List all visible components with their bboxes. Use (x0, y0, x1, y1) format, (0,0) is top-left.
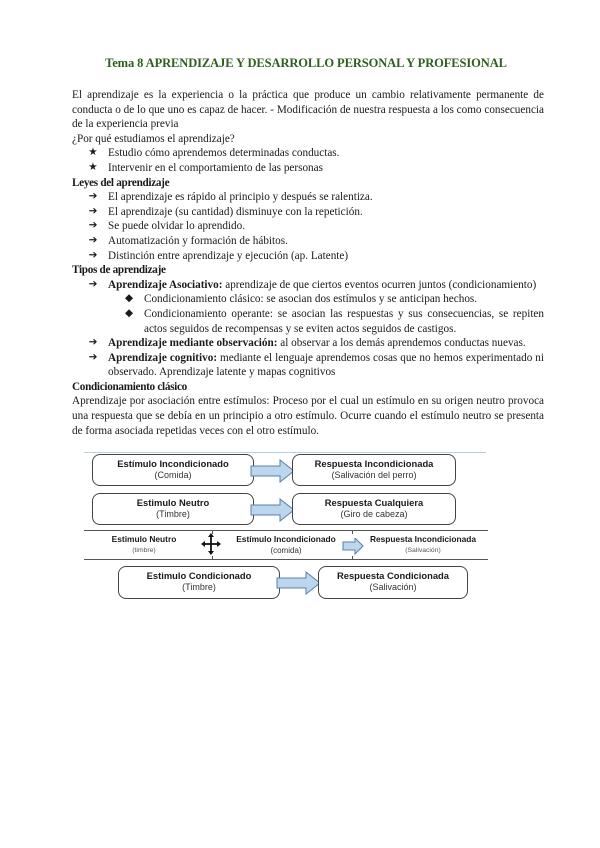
list-item (72, 205, 544, 220)
term-label: Aprendizaje cognitivo: (108, 351, 218, 364)
box-subtitle: (Salivación) (369, 582, 417, 592)
diamond-icon: ◆ (124, 307, 134, 319)
list-item (72, 146, 544, 161)
list-item-text: al observar a los demás aprendemos conductas nuevas. (277, 337, 526, 350)
list-item-text: Intervenir en el comportamiento de las personas (108, 161, 323, 174)
band-divider (352, 556, 353, 560)
list-item-text: Se puede olvidar lo aprendido. (108, 220, 246, 233)
arrow-right-icon: ➔ (88, 191, 98, 203)
box-title: Estímulo Incondicionado (236, 534, 336, 544)
list-item (72, 161, 544, 176)
star-icon: ★ (88, 147, 98, 159)
box-subtitle: (Salivación del perro) (331, 470, 417, 480)
list-item (72, 234, 544, 249)
list-item (72, 249, 544, 264)
page-title: Tema 8 APRENDIZAJE Y DESARROLLO PERSONAL Y PROFESIONAL (105, 56, 507, 70)
classic-paragraph: Aprendizaje por asociación entre estímulos: Proceso por el cual un estímulo en su origen neutro provoca una respuesta que se debía en un principio a otro estímulo. Ocurre cuando el estímulo neutro se presenta de forma asociada repetidas veces con el otro estímulo. (72, 395, 544, 437)
box-neutral-stimulus (92, 493, 254, 525)
arrow-right-icon: ➔ (88, 249, 98, 261)
box-unconditioned-stimulus (92, 454, 254, 486)
list-item-text: Condicionamiento clásico: se asocian dos estímulos y se anticipan hechos. (144, 293, 478, 306)
band-unconditioned-response (356, 532, 490, 558)
why-list (72, 146, 544, 175)
intro-section (72, 88, 544, 438)
list-item-text: Distinción entre aprendizaje y ejecución (ap. Latente) (108, 249, 349, 262)
list-item (72, 219, 544, 234)
arrow-right-icon (250, 498, 296, 522)
list-item-text: Estudio cómo aprendemos determinadas conductas. (108, 147, 340, 160)
box-any-response (292, 493, 456, 525)
box-title: Estímulo Incondicionado (117, 458, 229, 469)
diagram-top-rule (84, 452, 486, 453)
box-title: Respuesta Cualquiera (324, 497, 424, 508)
term-label: Aprendizaje mediante observación: (108, 337, 278, 350)
box-title: Estimulo Neutro (111, 534, 177, 544)
arrow-right-icon: ➔ (88, 205, 98, 217)
box-subtitle: (Timbre) (182, 582, 216, 592)
box-title: Respuesta Incondicionada (314, 458, 434, 469)
list-item (72, 336, 544, 351)
box-title: Estimulo Neutro (136, 497, 210, 508)
star-icon: ★ (88, 161, 98, 173)
list-item-text: El aprendizaje (su cantidad) disminuye con la repetición. (108, 205, 363, 218)
list-item (72, 292, 544, 307)
list-item (72, 351, 544, 380)
band-divider (352, 530, 353, 534)
list-item-text: El aprendizaje es rápido al principio y después se ralentiza. (108, 191, 373, 204)
list-item-text: Condicionamiento operante: se asocian las respuestas y sus consecuencias, se repiten actos seguidos de recompensas y se eviten actos seguidos de castigos. (144, 307, 544, 335)
box-subtitle: (timbre) (132, 547, 156, 554)
list-item (72, 278, 544, 293)
move-cursor-icon (201, 533, 221, 555)
arrow-right-icon: ➔ (88, 278, 98, 290)
box-conditioned-stimulus (118, 566, 280, 599)
classic-heading: Condicionamiento clásico (72, 380, 187, 393)
band-divider (212, 530, 213, 534)
list-item-text: mediante el lenguaje aprendemos cosas que no hemos experimentado ni observado. Aprendizaje latente y mapas cognitivos (108, 351, 544, 379)
box-subtitle: (comida) (270, 546, 302, 555)
box-title: Respuesta Incondicionada (369, 534, 477, 544)
box-conditioned-response (318, 566, 468, 599)
box-subtitle: (Giro de cabeza) (340, 509, 408, 519)
arrow-right-icon (276, 571, 322, 595)
term-label: Aprendizaje Asociativo: (108, 278, 223, 291)
why-question: ¿Por qué estudiamos el aprendizaje? (72, 132, 235, 145)
list-item-text: Automatización y formación de hábitos. (108, 234, 288, 247)
band-divider (212, 556, 213, 560)
laws-heading: Leyes del aprendizaje (72, 176, 170, 189)
arrow-right-icon (250, 459, 296, 483)
list-item-text: aprendizaje de que ciertos eventos ocurren juntos (condicionamiento) (222, 278, 537, 291)
arrow-right-icon: ➔ (88, 351, 98, 363)
diamond-icon: ◆ (124, 293, 134, 305)
list-item (72, 307, 544, 336)
box-subtitle: (Timbre) (156, 509, 190, 519)
box-unconditioned-response (292, 454, 456, 486)
list-item (72, 190, 544, 205)
box-title: Estimulo Condicionado (146, 570, 252, 581)
box-title: Respuesta Condicionada (336, 570, 449, 581)
types-heading: Tipos de aprendizaje (72, 264, 166, 277)
band-neutral-stimulus (84, 532, 204, 558)
arrow-right-icon: ➔ (88, 220, 98, 232)
arrow-right-icon: ➔ (88, 234, 98, 246)
box-subtitle: (Comida) (154, 470, 192, 480)
laws-list (72, 190, 544, 263)
band-unconditioned-stimulus (220, 532, 352, 558)
conditioning-diagram (84, 446, 494, 606)
band-bottom-line (84, 559, 488, 560)
box-subtitle: (Salivación) (405, 547, 441, 554)
intro-paragraph: El aprendizaje es la experiencia o la práctica que produce un cambio relativamente permanente de conducta o de lo que uno es capaz de hacer. - Modificación de nuestra respuesta a los como consecuencia de la experiencia previa (72, 89, 544, 131)
types-list (72, 278, 544, 380)
arrow-right-icon: ➔ (88, 337, 98, 349)
